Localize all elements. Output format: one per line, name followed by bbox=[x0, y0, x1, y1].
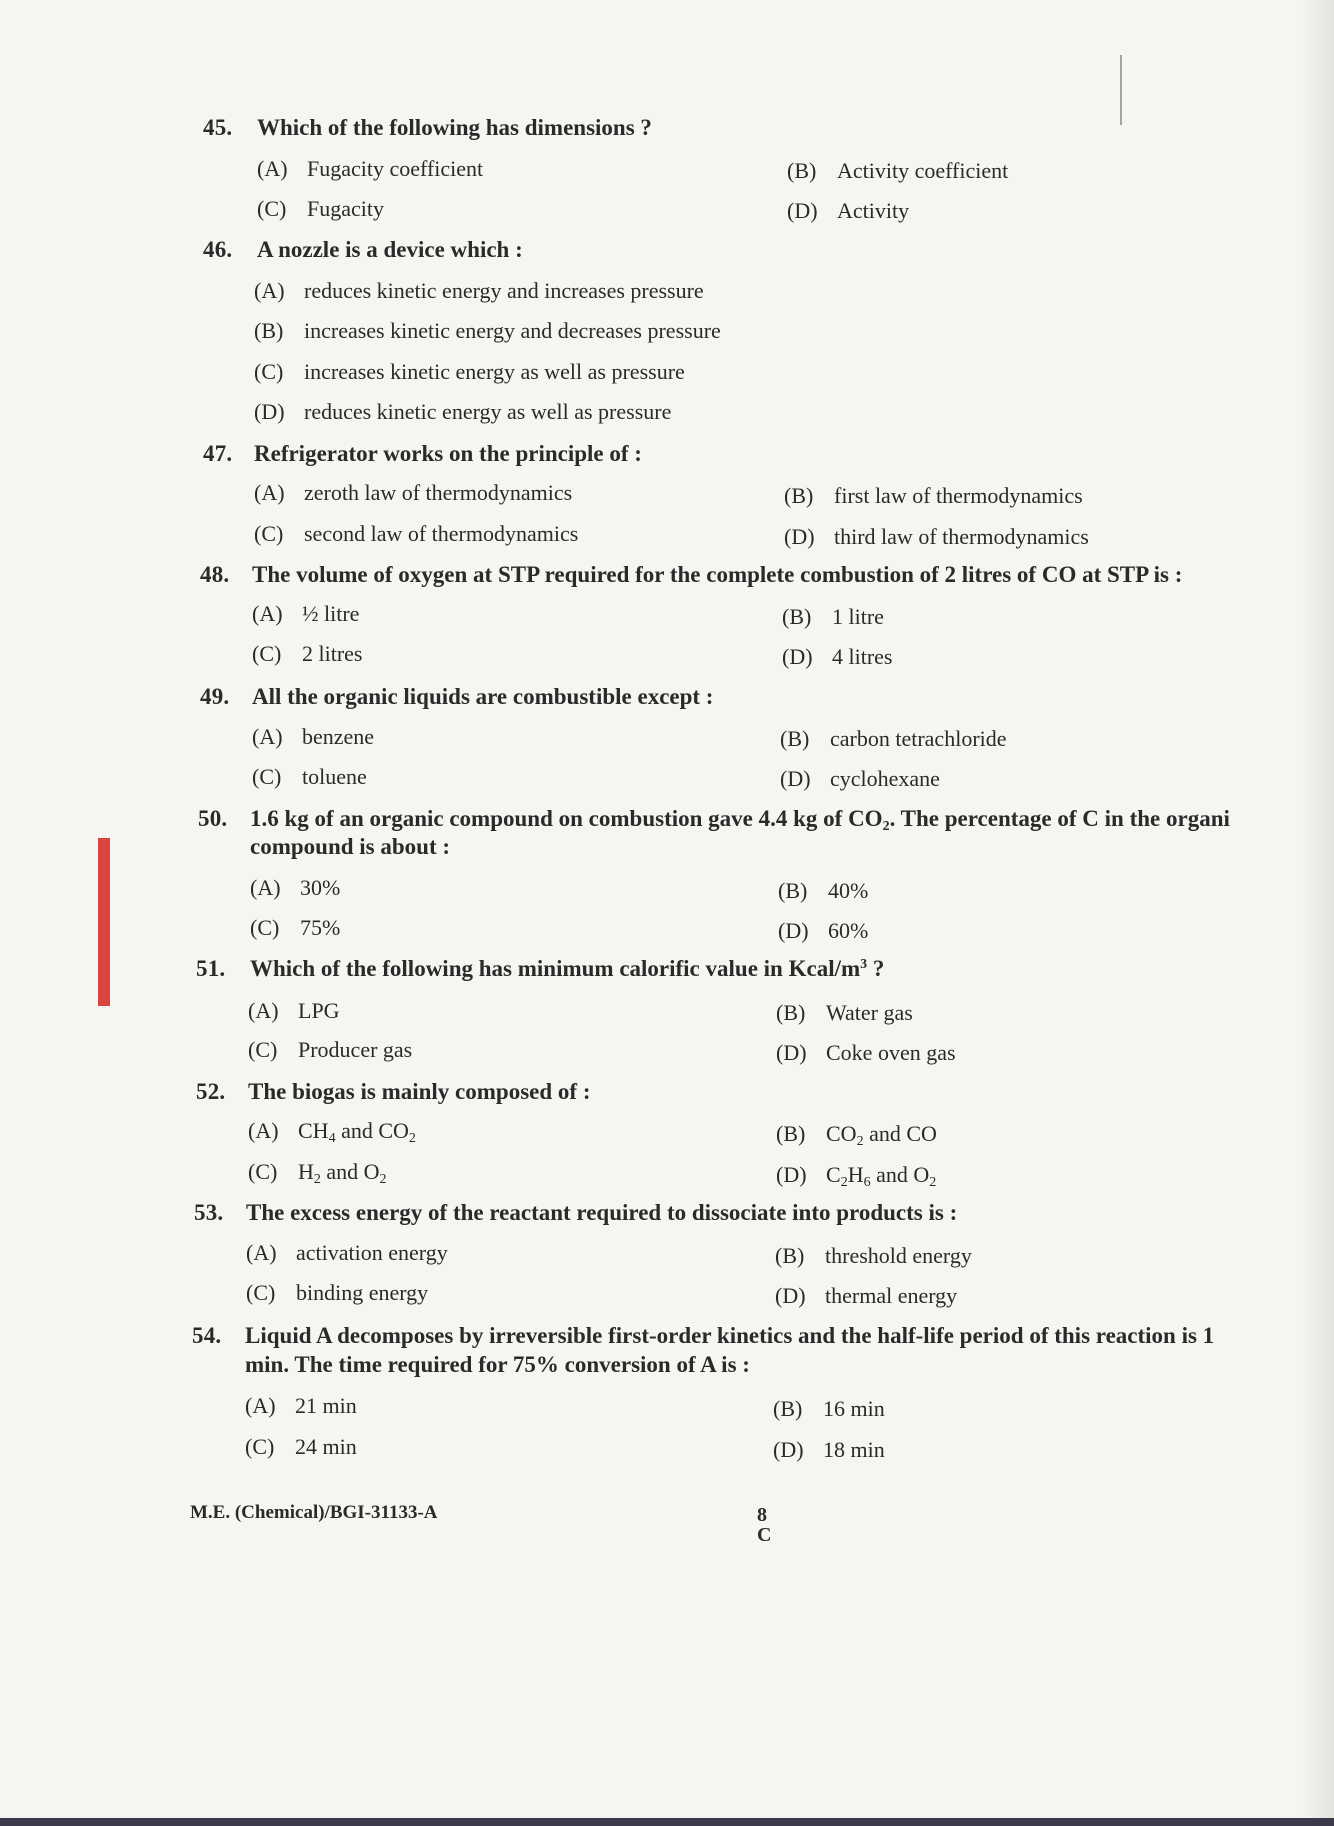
set-letter: C bbox=[757, 1524, 772, 1546]
option-b: (B) Water gas bbox=[776, 1000, 913, 1025]
option-b: (B) $CO_2$ and CO bbox=[776, 1121, 937, 1149]
option-a: (A) 21 min bbox=[245, 1393, 357, 1418]
option-c: (C) second law of thermodynamics bbox=[254, 521, 579, 546]
scan-bottom-band bbox=[0, 1818, 1334, 1826]
option-c: (C) toluene bbox=[252, 764, 367, 789]
option-c: (C) Fugacity bbox=[257, 196, 384, 221]
option-d: (D) cyclohexane bbox=[780, 766, 940, 791]
question-text: Which of the following has minimum calorific value in Kcal/$m^3$ ? bbox=[250, 956, 885, 981]
option-d: (D) 4 litres bbox=[782, 644, 893, 669]
option-d: (D) Activity bbox=[787, 198, 910, 223]
option-a: (A) zeroth law of thermodynamics bbox=[254, 480, 573, 505]
option-a: (A) ½ litre bbox=[252, 601, 360, 626]
question-text: Refrigerator works on the principle of : bbox=[254, 441, 642, 466]
option-d: (D) thermal energy bbox=[775, 1283, 958, 1308]
option-b: (B) 40% bbox=[778, 878, 869, 903]
option-b: (B) 1 litre bbox=[782, 604, 884, 629]
question-number: 48. bbox=[200, 562, 230, 587]
question-text: Liquid A decomposes by irreversible first-order kinetics and the half-life period of this reaction is 1 bbox=[245, 1323, 1215, 1348]
question-number: 51. bbox=[196, 956, 226, 981]
option-c: (C) 2 litres bbox=[252, 641, 363, 666]
question-text: The excess energy of the reactant required to dissociate into products is : bbox=[246, 1200, 958, 1225]
option-a: (A) activation energy bbox=[246, 1240, 448, 1265]
option-b: (B) Activity coefficient bbox=[787, 158, 1009, 183]
option-c: (C) binding energy bbox=[246, 1280, 429, 1305]
option-a: (A) benzene bbox=[252, 724, 375, 749]
option-c: (C) 24 min bbox=[245, 1434, 357, 1459]
option-a: (A) LPG bbox=[248, 998, 340, 1023]
option-d: (D) 60% bbox=[778, 918, 869, 943]
option-a: (A) Fugacity coefficient bbox=[257, 156, 484, 181]
question-number: 53. bbox=[194, 1200, 224, 1225]
question-text: The biogas is mainly composed of : bbox=[248, 1079, 591, 1104]
question-text-line2: min. The time required for 75% conversion of A is : bbox=[245, 1352, 750, 1377]
question-number: 54. bbox=[192, 1323, 222, 1348]
option-c: (C) Producer gas bbox=[248, 1037, 413, 1062]
option-c: (C) $H_2$ and $O_2$ bbox=[248, 1159, 387, 1187]
question-text: 1.6 kg of an organic compound on combustion gave 4.4 kg of $CO_2$. The percentage of C in the organi bbox=[250, 806, 1230, 834]
option-a: (A) 30% bbox=[250, 875, 341, 900]
scan-mark bbox=[1120, 55, 1122, 125]
option-d: (D) reduces kinetic energy as well as pressure bbox=[254, 399, 672, 424]
question-number: 46. bbox=[203, 237, 233, 262]
option-b: (B) threshold energy bbox=[775, 1243, 972, 1268]
option-d: (D) Coke oven gas bbox=[776, 1040, 956, 1065]
option-a: (A) reduces kinetic energy and increases pressure bbox=[254, 278, 704, 303]
option-d: (D) $C_2H_6$ and $O_2$ bbox=[776, 1162, 937, 1190]
question-text: A nozzle is a device which : bbox=[257, 237, 523, 262]
option-d: (D) 18 min bbox=[773, 1437, 885, 1462]
red-margin-strip bbox=[98, 838, 110, 1006]
option-b: (B) carbon tetrachloride bbox=[780, 726, 1007, 751]
question-number: 50. bbox=[198, 806, 228, 831]
page-number: 8 bbox=[757, 1504, 767, 1526]
option-c: (C) 75% bbox=[250, 915, 341, 940]
option-b: (B) 16 min bbox=[773, 1396, 885, 1421]
question-number: 52. bbox=[196, 1079, 226, 1104]
question-text: All the organic liquids are combustible except : bbox=[252, 684, 714, 709]
paper-code: M.E. (Chemical)/BGI-31133-A bbox=[190, 1502, 438, 1523]
question-text-line2: compound is about : bbox=[250, 834, 451, 859]
page-edge-shadow bbox=[1300, 0, 1334, 1826]
option-b: (B) increases kinetic energy and decreases pressure bbox=[254, 318, 721, 343]
question-number: 45. bbox=[203, 115, 233, 140]
question-number: 49. bbox=[200, 684, 230, 709]
option-d: (D) third law of thermodynamics bbox=[784, 524, 1089, 549]
option-b: (B) first law of thermodynamics bbox=[784, 483, 1083, 508]
question-number: 47. bbox=[203, 441, 233, 466]
question-text: Which of the following has dimensions ? bbox=[257, 115, 652, 140]
option-c: (C) increases kinetic energy as well as pressure bbox=[254, 359, 685, 384]
question-text: The volume of oxygen at STP required for the complete combustion of 2 litres of CO at STP is : bbox=[252, 562, 1183, 587]
option-a: (A) $CH_4$ and $CO_2$ bbox=[248, 1118, 416, 1146]
